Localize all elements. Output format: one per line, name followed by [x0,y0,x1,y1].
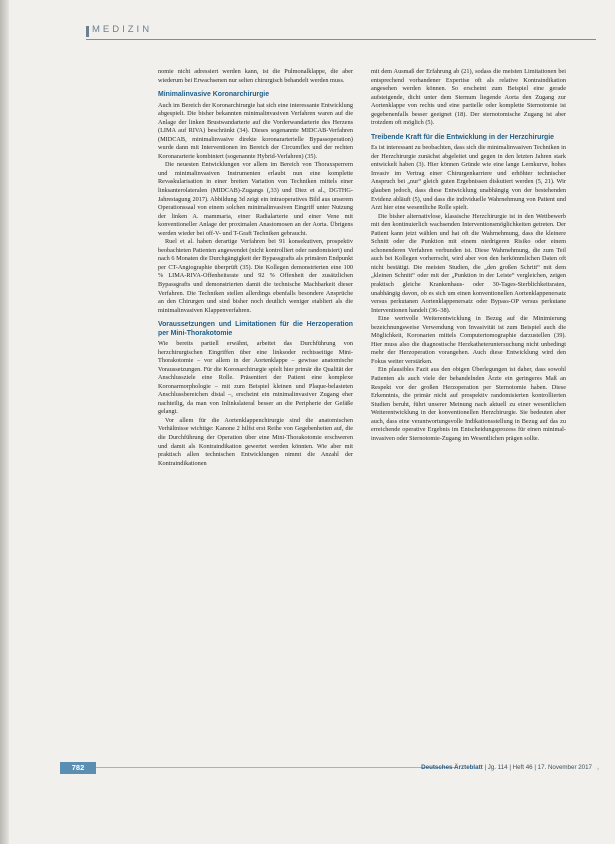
page-number: 782 [60,762,96,774]
paragraph: Ruel et al. haben derartige Verfahren bei 91 konsekutiven, prospektiv beobachteten Patienten angewendet (nicht kontrolliert oder randomisiert) und nach 6 Monaten die Durchgängigkeit der Bypassgrafts als primären Endpunkt per CT-Angiographie überprüft (35). Die Kollegen demonstrierten eine 100 % LIMA-RIVA-Offenheitsrate und 92 % Offenheit der zusätzlichen Bypassgrafts und demonstrierten damit die technische Machbarkeit dieser Verfahren. Die Techniken stellen allerdings ebenfalls besondere Ansprüche an den Chirurgen und sind bisher noch deutlich weniger etabliert als die minimalinvasiven Klappenverfahren. [158,238,353,314]
page-footer [60,762,592,774]
section-title: MEDIZIN [92,24,153,35]
journal-citation [421,762,592,774]
page-gutter-shadow [0,0,9,844]
paragraph: Ein plausibles Fazit aus den obigen Überlegungen ist daher, dass sowohl Patienten als auch viele der behandelnden Ärzte ein geringeres Maß an Respekt vor der großen Herzoperation per Sternotomie haben. Diese Erkenntnis, die primär nicht auf prospektiv randomisierten kontrollierten Studien beruht, führt unserer Meinung nach aktuell zu einer wesentlichen Weiterentwicklung in der konventionellen Herzchirurgie. Sie bedeuten aber auch, dass eine verantwortungsvolle Indikationsstellung in Bezug auf das zu erreichende operative Ergebnis im Entscheidungsprozess für einen minimal-invasiven oder Sternotomie-Zugang im Wesentlichen prägen sollte. [371,366,566,442]
journal-name: Deutsches Ärzteblatt [421,764,483,771]
paragraph: Eine wertvolle Weiterentwicklung in Bezug auf die Minimierung bezeichnungsweise Verwendung von Invasivität ist zum Beispiel auch die Möglichkeit, Koronarien mittels Computertomographie darzustellen (39). Hier muss also die diagnostische Herzkatheteruntersuchung nicht unbedingt mehr der Herzoperation vorangehen. Auch diese Entwicklung wird den Fokus weiter verstärken. [371,315,566,365]
journal-issue: | Jg. 114 | Heft 46 | 17. November 2017 [482,764,592,771]
paragraph: nomie nicht adressiert werden kann, ist die Pulmonalklappe, die aber wiederum bei Erwachsenen nur selten chirurgisch behandelt werden muss. [158,68,353,84]
section-header [86,23,596,40]
subheading-koronarchirurgie: Minimalinvasive Koronarchirurgie [158,91,270,99]
right-column [371,68,566,443]
footer-rule [96,767,458,768]
paragraph: Die neuesten Entwicklungen vor allem im Bereich von Thoraxsperrern und minimalinvasiven Instrumenten erlaubt nun eine komplette Revaskularisation in einer breiten Variation von Techniken mittels einer linksanterolateralen (MIDCAB)-Zugangs (,33) und Diez et al., DGTHG-Jahrestagung 2017). Abbildung 3d zeigt ein intraoperatives Bild aus unserem Operationssaal von einem solchen minimalinvasiven Eingriff unter Nutzung der linken A. mammaria, einer Radialarterie und einer Vene mit konventioneller Anlage der proximalen Anastomosen an der Aorta. Übrigens werden wieder bei off-V- und T-Graft Techniken gebraucht. [158,161,353,237]
paragraph: Die bisher alternativlose, klassische Herzchirurgie ist in den Wettbewerb mit den kontinuierlich wachsenden Interventionsmöglichkeiten getreten. Der Patient kann jetzt wählen und hat oft die Wahrnehmung, dass die kleinere Schnitt oder die Punktion mit einem niedrigeren Risiko oder einem schonenderen Verfahren verbunden ist. Diese Wahrnehmung, die zum Teil auch bei Kollegen vorherrscht, wird aber von den herkömmlichen Daten oft nicht bestätigt. Die meisten Studien, die „den großen Schritt“ mit dem „kleinen Schnitt“ oder mit der „Punktion in der Leiste“ vergleichen, zeigen praktisch gleiche Krankenhaus- oder 30-Tages-Sterblichkeitsraten, unabhängig davon, ob es sich um einen konventionellen Aortenklappenersatz versus perkutanen Aortenklappenersatz oder Bypass-OP versus perkutane Interventionen handelt (36–38). [371,212,566,314]
subheading-mini-thorakotomie: Voraussetzungen und Limitationen für die Herzoperation per Mini-Thorakotomie [158,321,353,337]
left-column [158,68,353,468]
subheading-treibende-kraft: Treibende Kraft für die Entwicklung in der Herzchirurgie [371,133,555,141]
paragraph: Auch im Bereich der Koronarchirurgie hat sich eine interessante Entwicklung abgespielt. Die bisher bekannten minimalinvasiven Verfahren waren auf die Anlage der linken Brustwandarterie auf die Vorderwandarterie des Herzens (LIMA auf RIVA) beschränkt (34). Dieses sogenannte MIDCAB-Verfahren (MIDCAB, minimalinvasive direkte koronararterielle Bypassoperation) wurde dann mit Interventionen im Bereich der Circumflex und der rechten Koronararterie kombiniert (sogenannte Hybrid-Verfahren) (35). [158,101,353,160]
paragraph: Vor allem für die Aortenklappenchirurgie sind die anatomischen Verhältnisse wichtige: Kanone 2 hilfst erst Reihe von Gegebenheiten auf, die die Durchführung der Operation über eine Mini-Thorakotomie erschweren und damit als Kontraindikation gewertet werden könnten. Wie aber mit praktisch allen technischen Entwicklungen nimmt die Anzahl der Kontraindikationen [158,416,353,467]
page-edge-mark: › [597,766,599,772]
paragraph: Es ist interessant zu beobachten, dass sich die minimalinvasiven Techniken in der Herzchirurgie zunächst abgeleitet und gegen in den letzten Jahren stark entwickelt haben (3). Hier können Gründe wie eine lange Lernkurve, hohes Invasiv im Vertrag einer Chirurgenkarriere und erhöhter technischer Anspruch bei „nur“ gleich guten Ergebnissen diskutiert werden (5, 21). Wir glauben jedoch, dass diese Entwicklung unabhängig von der bestehenden Evidenz abläuft (5), und dass die individuelle Wahrnehmung von Patient und Arzt hier eine wesentliche Rolle spielt. [371,144,566,212]
paragraph: mit dem Ausmaß der Erfahrung ab (21), sodass die meisten Limitationen bei entsprechend vorhandener Expertise oft als relative Kontraindikation angesehen werden können. So erscheint zum Beispiel eine gerade aufsteigende, dicht unter dem Sternum liegende Aorta den Zugang zur Aortenklappe von rechts und eine partielle oder komplette Sternotomie ist gegebenenfalls besser geeignet (18). Der sternotomische Zugang ist aber trotzdem oft möglich (5). [371,68,566,127]
paragraph: Wie bereits partiell erwähnt, arbeitet das Durchführung von herzchirurgischen Eingriffen über eine linksoder rechtsseitige Mini-Thorakotomie – vor allem in der Aortenklappe – gewisse anatomische Voraussetzungen. Für die Koronarchirurgie spielt hier primär die Qualität der Anschlussziele eine Rolle. Präsentiert der Patient eine komplexe Koronarmorphologie – mit zum Beispiel kleinen und Plaque-belasteten Anschlussbereichen distal –, erscheint ein minimalinvasiver Zugang eher nachteilig, da man von Inlinkslateral besser an die Peripherie der Gefäße gelangt. [158,339,353,416]
